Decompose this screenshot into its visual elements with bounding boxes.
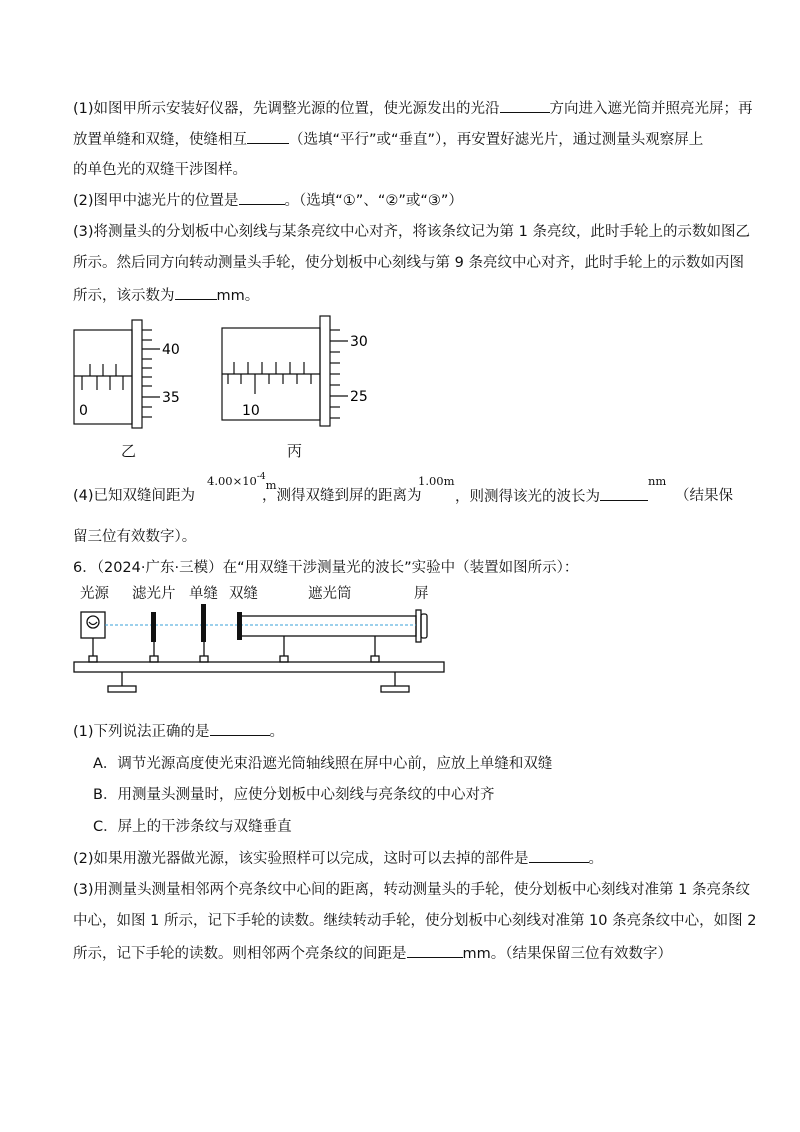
q5-part4-line2: 留三位有效数字）。 — [73, 529, 197, 545]
q5-part4-end: （结果保 — [675, 488, 733, 504]
option-b: B．用测量头测量时，应使分划板中心刻线与亮条纹的中心对齐 — [93, 787, 495, 803]
thimble-label-top: 40 — [162, 342, 180, 358]
caption-bing: 丙 — [287, 442, 303, 460]
apparatus-diagram — [70, 600, 450, 700]
label-light-source: 光源 — [80, 586, 109, 602]
distance-value: 1.00m — [418, 474, 455, 488]
answer-blank[interactable] — [210, 721, 270, 736]
q6-part1: (1)下列说法正确的是 。 — [73, 721, 284, 742]
micrometer-figure-bing — [218, 314, 378, 430]
answer-blank[interactable] — [239, 190, 285, 205]
q5-part4-mid: ，测得双缝到屏的距离为 — [262, 488, 422, 504]
sleeve-label-ten: 10 — [242, 403, 260, 419]
thimble-label-bottom: 35 — [162, 390, 180, 406]
q6-part2: (2)如果用激光器做光源，该实验照样可以完成，这时可以去掉的部件是 。 — [73, 848, 603, 869]
answer-blank[interactable] — [529, 848, 589, 863]
filter-element — [151, 612, 156, 642]
label-double-slit: 双缝 — [229, 586, 258, 602]
single-slit-element — [201, 604, 206, 642]
bulb-icon — [87, 616, 99, 628]
q5-part3-line3: 所示，该示数为 mm。 — [73, 285, 259, 306]
q5-part4-wavelength: ，则测得该光的波长为 — [455, 486, 648, 507]
label-tube: 遮光筒 — [308, 586, 352, 602]
unit-nm: nm — [648, 474, 667, 488]
sleeve-label-zero: 0 — [79, 403, 88, 419]
thimble-edge — [320, 316, 330, 426]
screen-plate — [416, 610, 421, 642]
answer-blank[interactable] — [247, 129, 289, 144]
double-slit-element — [237, 612, 242, 640]
q6-part3-line3: 所示，记下手轮的读数。则相邻两个亮条纹的间距是 mm。（结果保留三位有效数字） — [73, 943, 672, 964]
answer-blank[interactable] — [407, 943, 463, 958]
q5-part1-line1: (1)如图甲所示安装好仪器，先调整光源的位置，使光源发出的光沿 方向进入遮光筒并照亮光屏；再 — [73, 98, 753, 119]
q6-part3-line2: 中心，如图 1 所示，记下手轮的读数。继续转动手轮，使分划板中心刻线对准第 10 条亮条纹中心，如图 2 — [73, 913, 757, 929]
answer-blank[interactable] — [175, 285, 217, 300]
optical-bench — [74, 662, 444, 672]
label-filter: 滤光片 — [132, 586, 176, 602]
q6-title: 6．（2024·广东·三模）在“用双缝干涉测量光的波长”实验中（装置如图所示）： — [73, 560, 579, 576]
light-tube — [240, 616, 416, 636]
thimble-label-bottom: 25 — [350, 389, 368, 405]
q5-part2: (2)图甲中滤光片的位置是 。（选填“①”、“②”或“③”） — [73, 190, 463, 211]
label-screen: 屏 — [414, 586, 429, 602]
label-single-slit: 单缝 — [189, 586, 218, 602]
micrometer-figure-yi — [70, 318, 200, 430]
caption-yi: 乙 — [121, 442, 137, 460]
answer-blank[interactable] — [600, 486, 648, 501]
q5-part3-line2: 所示。然后同方向转动测量头手轮，使分划板中心刻线与第 9 条亮纹中心对齐，此时手轮上的示数如丙图 — [73, 255, 744, 271]
option-c: C．屏上的干涉条纹与双缝垂直 — [93, 819, 292, 835]
thimble-edge — [132, 320, 142, 428]
spacing-value: $4.00\times 10^{-4}m$ — [207, 472, 277, 492]
q5-part1-line2: 放置单缝和双缝，使缝相互 （选填“平行”或“垂直”），再安置好滤光片，通过测量头观察屏上 — [73, 129, 703, 150]
thimble-label-top: 30 — [350, 334, 368, 350]
q6-part3-line1: (3)用测量头测量相邻两个亮条纹中心间的距离，转动测量头的手轮，使分划板中心刻线对准第 1 条亮条纹 — [73, 882, 750, 898]
q5-part1-line3: 的单色光的双缝干涉图样。 — [73, 162, 247, 178]
answer-blank[interactable] — [500, 98, 550, 113]
q5-part4-label: (4)已知双缝间距为 — [73, 488, 196, 504]
option-a: A．调节光源高度使光束沿遮光筒轴线照在屏中心前，应放上单缝和双缝 — [93, 756, 553, 772]
q5-part3-line1: (3)将测量头的分划板中心刻线与某条亮纹中心对齐，将该条纹记为第 1 条亮纹，此时手轮上的示数如图乙 — [73, 224, 750, 240]
